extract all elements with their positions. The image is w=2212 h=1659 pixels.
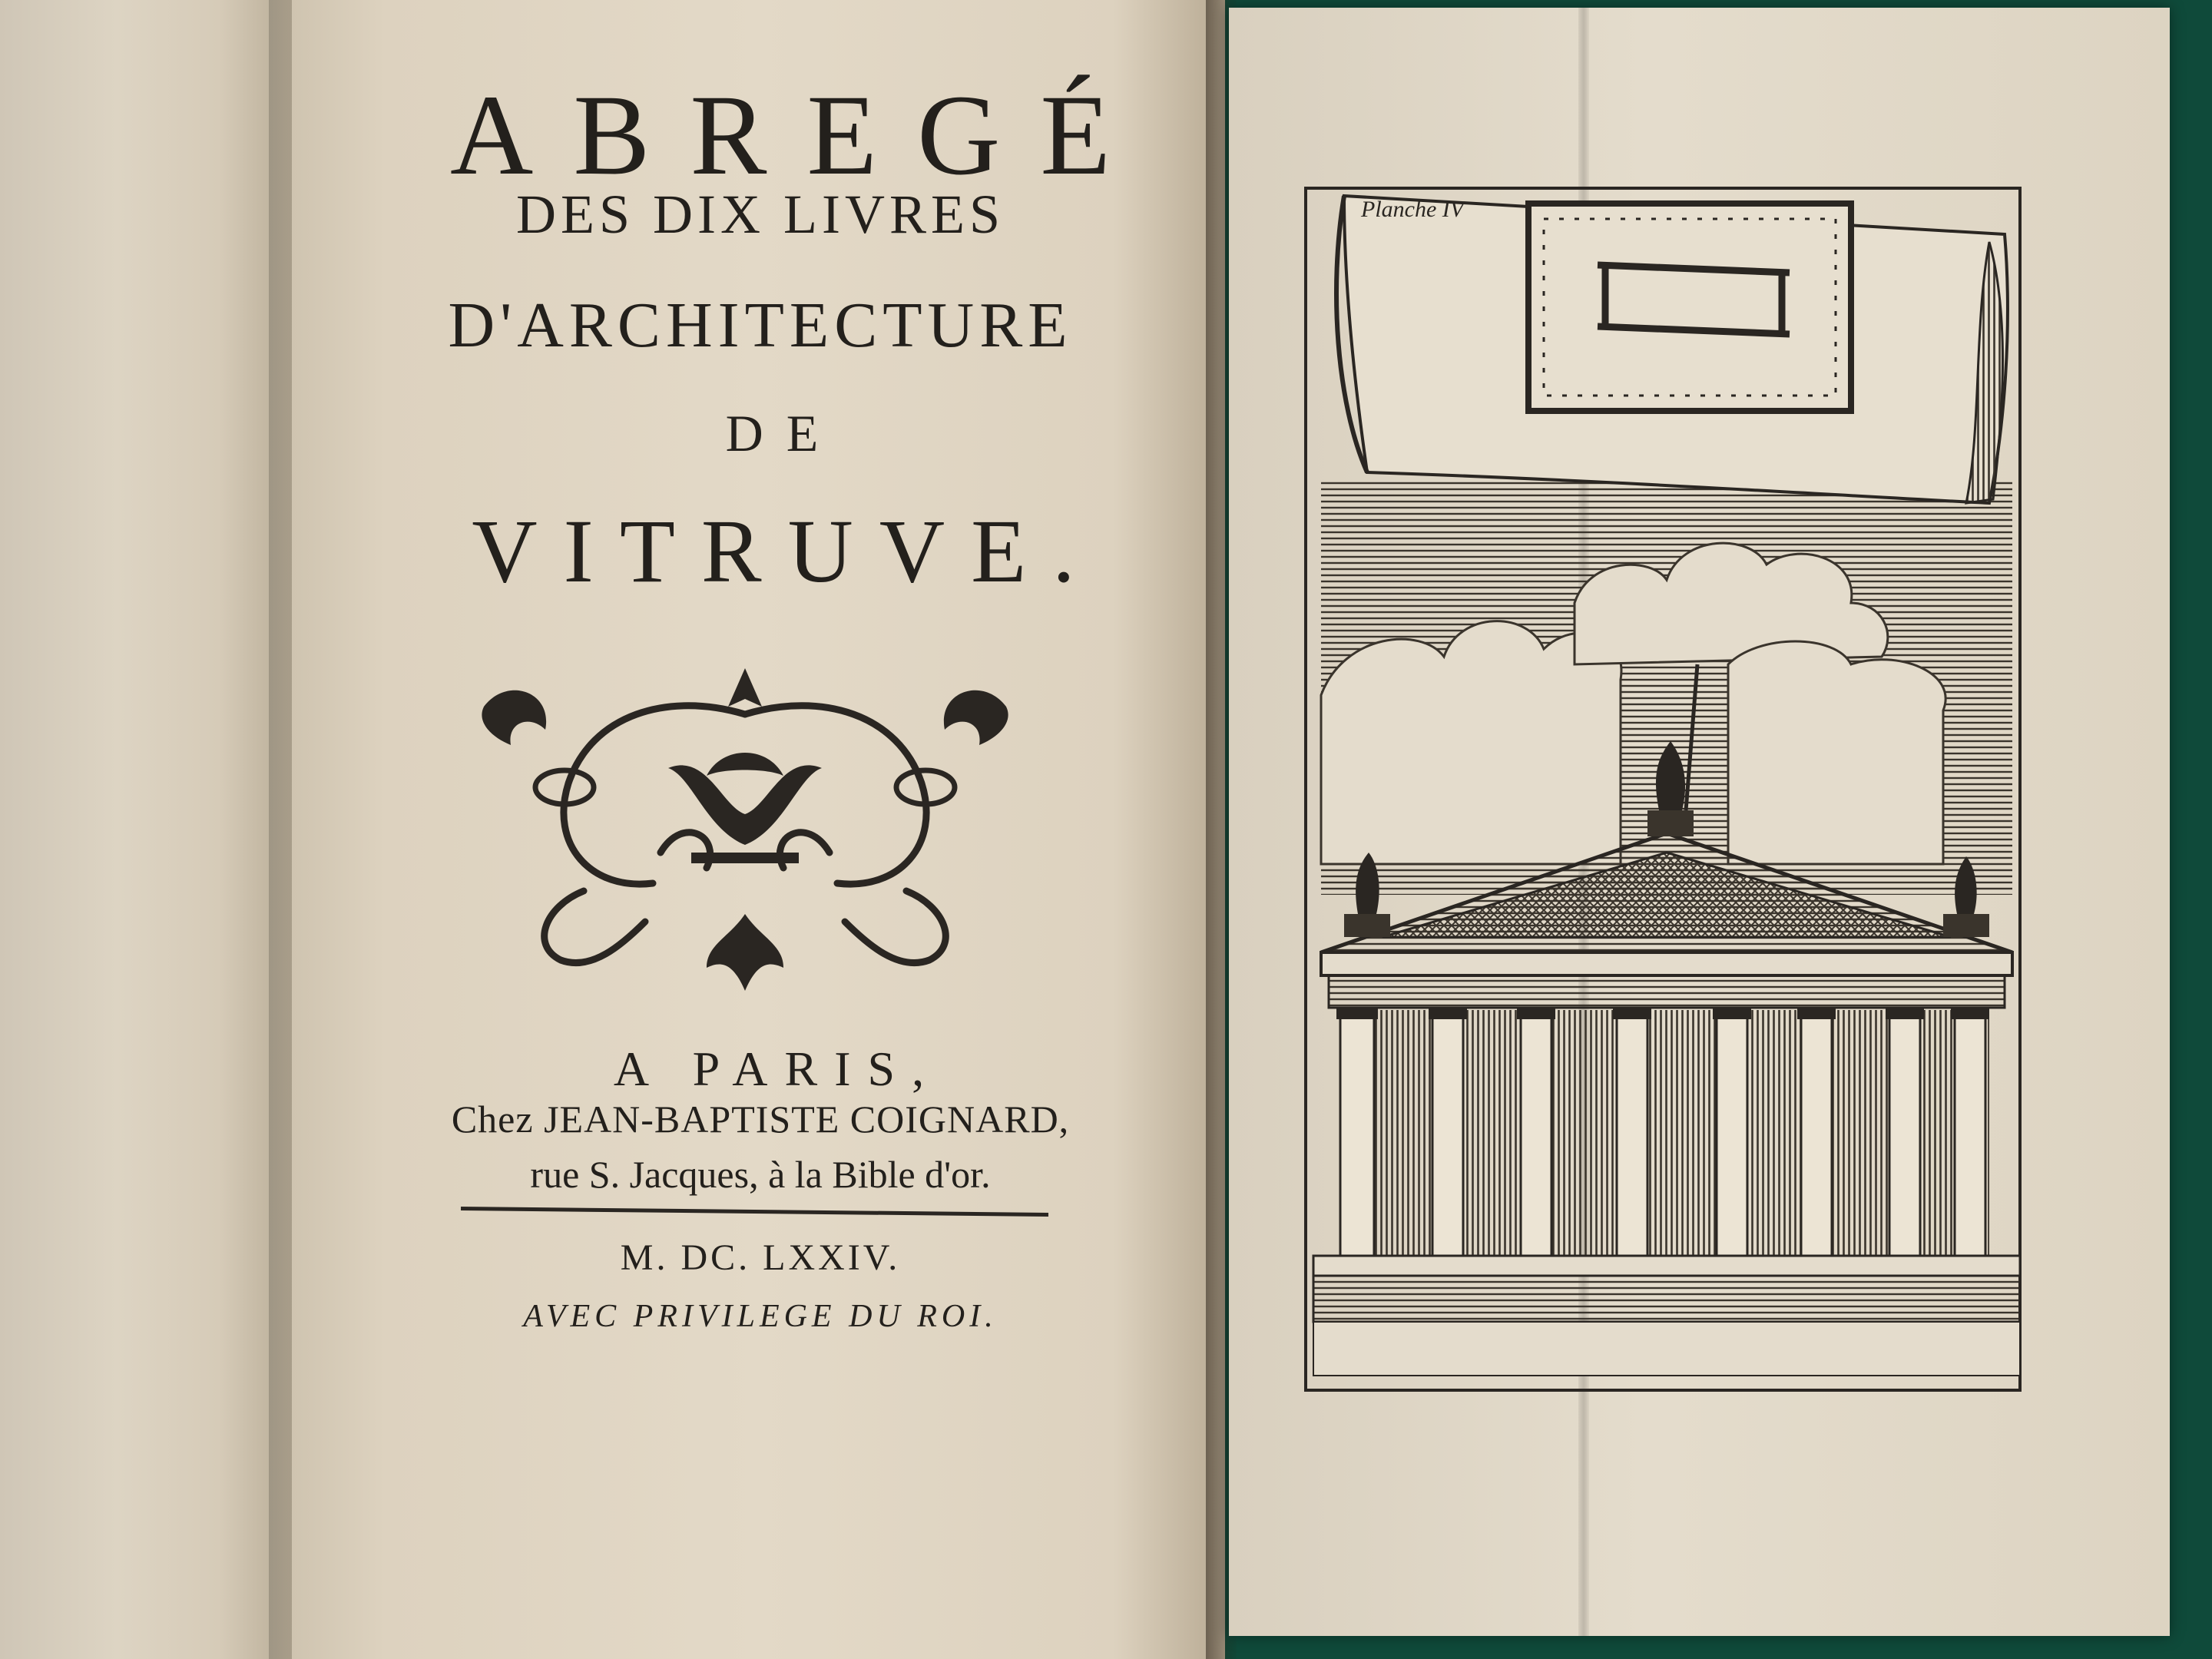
- imprint-address: rue S. Jacques, à la Bible d'or.: [530, 1153, 991, 1196]
- imprint-city: A PARIS,: [613, 1041, 942, 1096]
- printers-ornament: [476, 661, 1014, 998]
- flyleaf: [0, 0, 292, 1659]
- publication-date: M. DC. LXXIV.: [620, 1237, 901, 1278]
- royal-privilege: AVEC PRIVILEGE DU ROI.: [523, 1299, 998, 1334]
- temple-engraving: [1298, 173, 2035, 1406]
- subtitle-line-2: D'ARCHITECTURE: [448, 290, 1073, 361]
- subtitle-line-3: DE: [725, 404, 842, 462]
- author-name: VITRUVE.: [472, 501, 1101, 601]
- imprint-publisher: Chez JEAN-BAPTISTE COIGNARD,: [451, 1098, 1070, 1141]
- book-title: ABREGÉ: [450, 71, 1151, 199]
- subtitle-line-1: DES DIX LIVRES: [516, 184, 1005, 245]
- plate-number: Planche IV: [1361, 197, 1465, 222]
